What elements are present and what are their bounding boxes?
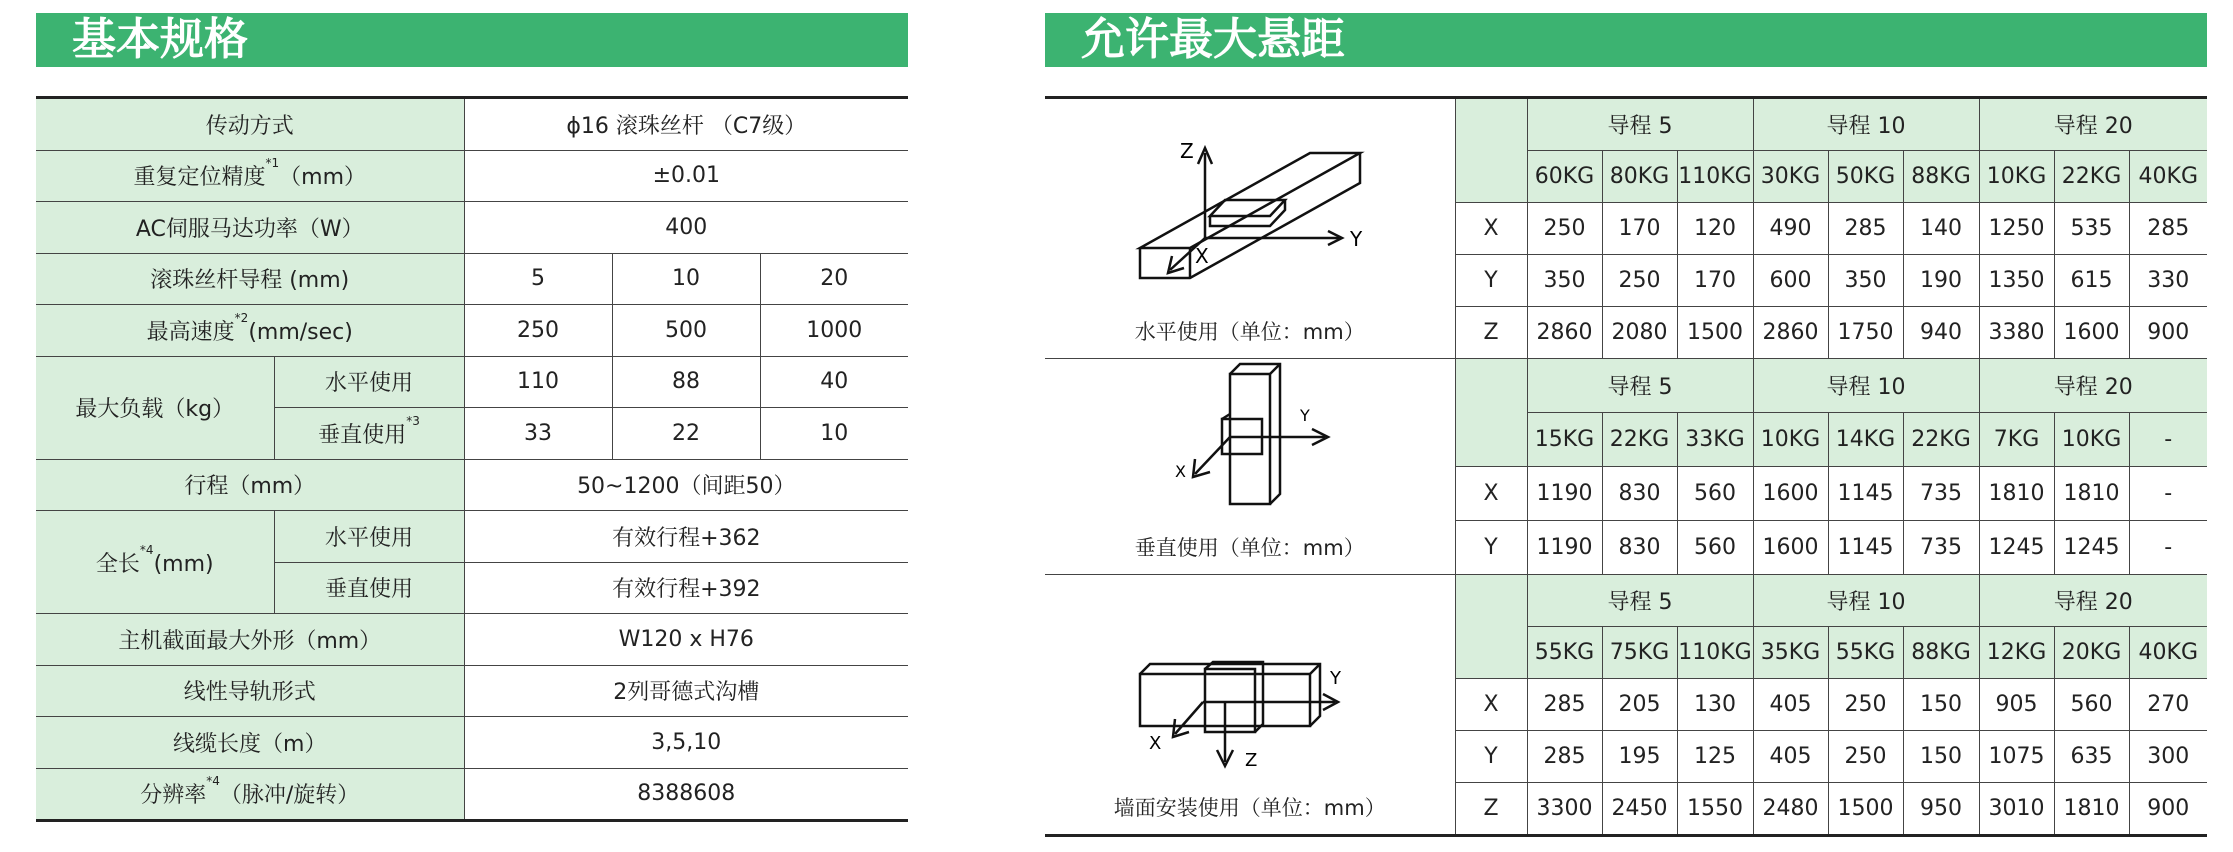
value-cell: 560 [1677,521,1753,575]
value-cell: 2080 [1602,307,1677,359]
value-cell: 285 [2129,203,2207,255]
axis-cell: Z [1455,783,1527,836]
value-cell: 190 [1903,255,1979,307]
spec-label: AC伺服马达功率（W） [36,202,464,254]
load-header: 7KG [1979,413,2054,467]
vertical-axis-diagram-icon [1150,359,1350,514]
horizontal-axis-diagram-icon [1110,128,1390,298]
axis-label: X [1148,733,1162,754]
spec-label: 滚珠丝杆导程 (mm) [36,253,464,305]
spec-value: 有效行程+392 [464,562,908,614]
figure-horizontal [1045,98,1455,359]
value-cell: 2450 [1602,783,1677,836]
lead-group-header: 导程 10 [1753,359,1979,413]
lead-group-header: 导程 20 [1979,575,2207,627]
value-cell: 120 [1677,203,1753,255]
lead-group-header: 导程 5 [1527,359,1753,413]
value-cell: 250 [1828,679,1903,731]
spec-value: 33 [464,408,612,460]
value-cell: 330 [2129,255,2207,307]
figure-vertical [1045,359,1455,575]
axis-cell: Y [1455,521,1527,575]
figure-caption: 墙面安装使用（单位：mm） [1113,796,1386,820]
load-header: 88KG [1903,151,1979,203]
table-row [36,717,908,769]
section-title-basic-spec: 基本规格 [36,13,908,67]
figure-caption: 垂直使用（单位：mm） [1134,536,1365,560]
load-header: 80KG [1602,151,1677,203]
spec-sublabel: 垂直使用$^{*3}$ [274,408,464,460]
spec-label: 主机截面最大外形（mm） [36,614,464,666]
load-header: - [2129,413,2207,467]
spec-value: ϕ16 滚珠丝杆 （C7级） [464,98,908,151]
value-cell: 250 [1602,255,1677,307]
value-cell: 600 [1753,255,1828,307]
spec-value: ±0.01 [464,150,908,202]
load-header: 20KG [2054,627,2129,679]
load-header: 55KG [1828,627,1903,679]
axis-label: Y [1299,406,1310,425]
value-cell: 900 [2129,307,2207,359]
table-row [36,253,908,305]
axis-label: X [1194,244,1209,268]
value-cell: 405 [1753,731,1828,783]
value-cell: 735 [1903,521,1979,575]
spec-value: 8388608 [464,768,908,821]
axis-header-blank [1455,359,1527,467]
value-cell: 1810 [1979,467,2054,521]
spec-value: 3,5,10 [464,717,908,769]
spec-sublabel: 水平使用 [274,511,464,563]
table-row [36,614,908,666]
figure-caption: 水平使用（单位：mm） [1134,320,1365,344]
axis-label: Z [1244,750,1258,771]
spec-label: 最大负载（kg） [36,356,274,459]
spec-value: 10 [760,408,908,460]
value-cell: 270 [2129,679,2207,731]
load-header: 75KG [1602,627,1677,679]
section-title-overhang: 允许最大悬距 [1045,13,2207,67]
spec-value: 5 [464,253,612,305]
table-row [36,511,908,563]
value-cell: 735 [1903,467,1979,521]
value-cell: 3380 [1979,307,2054,359]
value-cell: 1145 [1828,467,1903,521]
load-header: 110KG [1677,151,1753,203]
spec-value: 88 [612,356,760,408]
value-cell: 830 [1602,521,1677,575]
value-cell: 1500 [1677,307,1753,359]
value-cell: 250 [1527,203,1602,255]
spec-label: 线性导轨形式 [36,665,464,717]
load-header: 12KG [1979,627,2054,679]
figure-wall-mount [1045,575,1455,836]
value-cell: 560 [2054,679,2129,731]
spec-value: 110 [464,356,612,408]
axis-cell: Z [1455,307,1527,359]
value-cell: 150 [1903,731,1979,783]
value-cell: 1810 [2054,467,2129,521]
value-cell: 1190 [1527,467,1602,521]
value-cell: 1600 [1753,467,1828,521]
spec-label: 分辨率$^{*4}$（脉冲/旋转） [36,768,464,821]
axis-label: X [1174,462,1186,481]
value-cell: 3010 [1979,783,2054,836]
value-cell: 1550 [1677,783,1753,836]
value-cell: 350 [1828,255,1903,307]
axis-header-blank [1455,575,1527,679]
spec-value: 500 [612,305,760,357]
value-cell: 170 [1677,255,1753,307]
value-cell: 285 [1527,679,1602,731]
table-row [36,150,908,202]
value-cell: 2860 [1753,307,1828,359]
load-header: 50KG [1828,151,1903,203]
value-cell: 2480 [1753,783,1828,836]
spec-value: 1000 [760,305,908,357]
axis-label: Y [1329,668,1341,689]
axis-cell: Y [1455,731,1527,783]
value-cell: 560 [1677,467,1753,521]
value-cell: 250 [1828,731,1903,783]
spec-label: 全长$^{*4}$(mm) [36,511,274,614]
axis-cell: X [1455,679,1527,731]
axis-label: Z [1179,139,1194,163]
load-header: 10KG [1753,413,1828,467]
value-cell: 150 [1903,679,1979,731]
table-row [36,768,908,821]
value-cell: 615 [2054,255,2129,307]
value-cell: 205 [1602,679,1677,731]
spec-value: 10 [612,253,760,305]
axis-cell: X [1455,467,1527,521]
table-row [1045,359,2207,413]
value-cell: 405 [1753,679,1828,731]
axis-cell: X [1455,203,1527,255]
value-cell: 140 [1903,203,1979,255]
spec-value: 2列哥德式沟槽 [464,665,908,717]
value-cell: 285 [1527,731,1602,783]
spec-label: 传动方式 [36,98,464,151]
load-header: 14KG [1828,413,1903,467]
spec-value: 有效行程+362 [464,511,908,563]
spec-value: 22 [612,408,760,460]
value-cell: 195 [1602,731,1677,783]
value-cell: 1245 [1979,521,2054,575]
value-cell: 300 [2129,731,2207,783]
spec-value: 40 [760,356,908,408]
load-header: 10KG [1979,151,2054,203]
wall-mount-axis-diagram-icon [1125,654,1375,774]
value-cell: 1810 [2054,783,2129,836]
table-row [36,459,908,511]
spec-value: 50~1200（间距50） [464,459,908,511]
spec-label: 重复定位精度$^{*1}$（mm） [36,150,464,202]
spec-value: 250 [464,305,612,357]
spec-value: W120 x H76 [464,614,908,666]
value-cell: 1500 [1828,783,1903,836]
table-row [36,202,908,254]
axis-label: Y [1349,227,1362,251]
load-header: 22KG [1903,413,1979,467]
load-header: 10KG [2054,413,2129,467]
value-cell: 3300 [1527,783,1602,836]
load-header: 40KG [2129,627,2207,679]
value-cell: 950 [1903,783,1979,836]
lead-group-header: 导程 20 [1979,98,2207,151]
spec-sublabel: 垂直使用 [274,562,464,614]
load-header: 60KG [1527,151,1602,203]
basic-spec-table [36,96,908,822]
value-cell: 635 [2054,731,2129,783]
load-header: 22KG [1602,413,1677,467]
spec-sublabel: 水平使用 [274,356,464,408]
value-cell: 1075 [1979,731,2054,783]
overhang-table [1045,96,2207,837]
table-row [36,305,908,357]
load-header: 22KG [2054,151,2129,203]
value-cell: 130 [1677,679,1753,731]
spec-value: 400 [464,202,908,254]
value-cell: 535 [2054,203,2129,255]
table-row [36,356,908,408]
value-cell: 830 [1602,467,1677,521]
load-header: 33KG [1677,413,1753,467]
value-cell: 350 [1527,255,1602,307]
axis-cell: Y [1455,255,1527,307]
value-cell: 1600 [2054,307,2129,359]
spec-label: 线缆长度（m） [36,717,464,769]
value-cell: 170 [1602,203,1677,255]
value-cell: 1190 [1527,521,1602,575]
value-cell: 900 [2129,783,2207,836]
value-cell: - [2129,521,2207,575]
table-row [36,98,908,151]
load-header: 110KG [1677,627,1753,679]
table-row [36,665,908,717]
value-cell: 905 [1979,679,2054,731]
load-header: 35KG [1753,627,1828,679]
value-cell: 1350 [1979,255,2054,307]
lead-group-header: 导程 20 [1979,359,2207,413]
spec-value: 20 [760,253,908,305]
table-row [1045,98,2207,151]
value-cell: 1250 [1979,203,2054,255]
value-cell: 1245 [2054,521,2129,575]
lead-group-header: 导程 10 [1753,575,1979,627]
axis-header-blank [1455,98,1527,203]
value-cell: 940 [1903,307,1979,359]
value-cell: 2860 [1527,307,1602,359]
lead-group-header: 导程 10 [1753,98,1979,151]
value-cell: - [2129,467,2207,521]
load-header: 88KG [1903,627,1979,679]
lead-group-header: 导程 5 [1527,575,1753,627]
value-cell: 125 [1677,731,1753,783]
lead-group-header: 导程 5 [1527,98,1753,151]
load-header: 15KG [1527,413,1602,467]
value-cell: 1600 [1753,521,1828,575]
spec-label: 行程（mm） [36,459,464,511]
value-cell: 1145 [1828,521,1903,575]
spec-label: 最高速度$^{*2}$(mm/sec) [36,305,464,357]
load-header: 55KG [1527,627,1602,679]
value-cell: 490 [1753,203,1828,255]
load-header: 40KG [2129,151,2207,203]
load-header: 30KG [1753,151,1828,203]
value-cell: 1750 [1828,307,1903,359]
value-cell: 285 [1828,203,1903,255]
table-row [1045,575,2207,627]
